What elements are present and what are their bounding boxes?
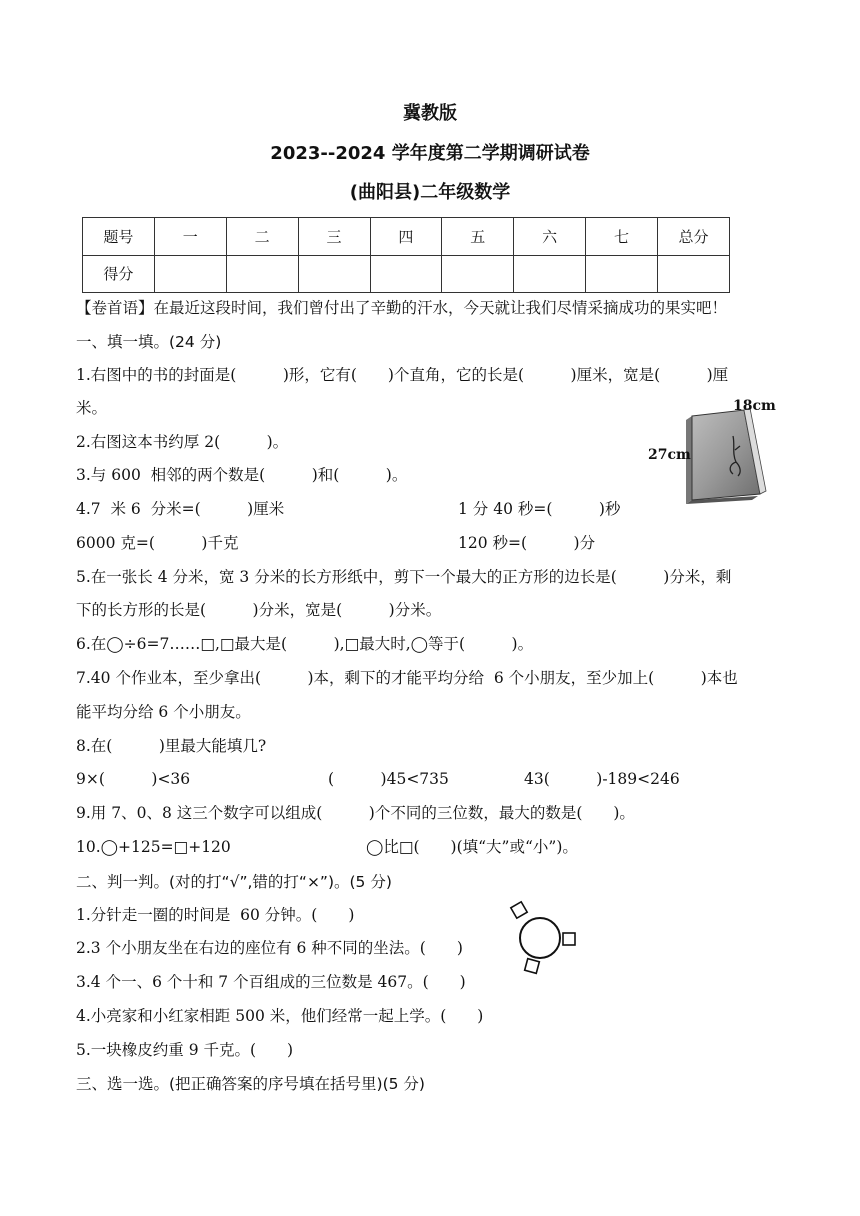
score-entry-cell[interactable]	[658, 255, 730, 293]
question-text: ( )45<735	[328, 770, 449, 788]
score-table-header-row	[83, 218, 730, 256]
round-table-icon	[505, 898, 585, 978]
score-cell: 一	[154, 218, 226, 256]
question-text: 8.在( )里最大能填几?	[76, 737, 267, 755]
score-cell: 四	[370, 218, 442, 256]
question-text: 4.7 米 6 分米=( )厘米	[76, 500, 285, 518]
question-text: 5.在一张长 4 分米，宽 3 分米的长方形纸中，剪下一个最大的正方形的边长是( )分米，剩	[76, 568, 732, 586]
question-text: 6.在◯÷6=7……□,□最大是( ),□最大时,◯等于( )。	[76, 635, 534, 653]
question-text: 120 秒=( )分	[458, 534, 596, 552]
preface-text: 【卷首语】在最近这段时间，我们曾付出了辛勤的汗水，今天就让我们尽情采摘成功的果实吧！	[76, 299, 728, 317]
score-entry-cell[interactable]	[226, 255, 298, 293]
exam-subtitle: (曲阳县)二年级数学	[349, 182, 511, 203]
question-text: ◯比□( )(填“大”或“小”)。	[366, 838, 578, 856]
question-text: 6000 克=( )千克	[76, 534, 239, 552]
book-height-label: 27cm	[648, 447, 691, 463]
exam-title: 2023--2024 学年度第二学期调研试卷	[270, 143, 590, 164]
section-title: 三、选一选。(把正确答案的序号填在括号里)(5 分)	[76, 1075, 425, 1093]
score-cell: 题号	[83, 218, 155, 256]
score-cell: 六	[514, 218, 586, 256]
score-entry-cell[interactable]	[514, 255, 586, 293]
score-entry-cell[interactable]	[154, 255, 226, 293]
score-entry-cell[interactable]	[442, 255, 514, 293]
score-cell: 三	[298, 218, 370, 256]
question-text: 2.3 个小朋友坐在右边的座位有 6 种不同的坐法。( )	[76, 939, 463, 957]
question-text: 1.右图中的书的封面是( )形，它有( )个直角，它的长是( )厘米，宽是( )厘	[76, 366, 729, 384]
question-text: 43( )-189<246	[524, 770, 680, 788]
score-cell: 七	[586, 218, 658, 256]
score-entry-cell[interactable]	[298, 255, 370, 293]
section-title: 一、填一填。(24 分)	[76, 333, 222, 351]
book-illustration	[640, 392, 790, 510]
question-text: 1 分 40 秒=( )秒	[458, 500, 621, 518]
score-cell: 总分	[658, 218, 730, 256]
question-text: 3.与 600 相邻的两个数是( )和( )。	[76, 466, 408, 484]
question-text: 7.40 个作业本，至少拿出( )本，剩下的才能平均分给 6 个小朋友，至少加上( )本也	[76, 669, 738, 687]
question-text: 1.分针走一圈的时间是 60 分钟。( )	[76, 906, 355, 924]
score-table-score-row	[83, 255, 730, 293]
question-text: 3.4 个一、6 个十和 7 个百组成的三位数是 467。( )	[76, 973, 466, 991]
score-cell: 五	[442, 218, 514, 256]
question-text: 下的长方形的长是( )分米，宽是( )分米。	[76, 601, 442, 619]
round-table-illustration	[505, 898, 585, 978]
score-entry-cell[interactable]	[586, 255, 658, 293]
question-text: 4.小亮家和小红家相距 500 米，他们经常一起上学。( )	[76, 1007, 484, 1025]
score-cell: 得分	[83, 255, 155, 293]
book-width-label: 18cm	[733, 398, 776, 414]
score-cell: 二	[226, 218, 298, 256]
question-text: 5.一块橡皮约重 9 千克。( )	[76, 1041, 294, 1059]
question-text: 2.右图这本书约厚 2( )。	[76, 433, 289, 451]
question-text: 9×( )<36	[76, 770, 191, 788]
question-text: 能平均分给 6 个小朋友。	[76, 703, 251, 721]
edition-title: 冀教版	[403, 103, 457, 124]
score-entry-cell[interactable]	[370, 255, 442, 293]
question-text: 米。	[76, 399, 108, 417]
score-table	[82, 217, 730, 293]
question-text: 9.用 7、0、8 这三个数字可以组成( )个不同的三位数，最大的数是( )。	[76, 804, 635, 822]
question-text: 10.◯+125=□+120	[76, 838, 231, 856]
section-title: 二、判一判。(对的打“√”,错的打“×”)。(5 分)	[76, 873, 392, 891]
